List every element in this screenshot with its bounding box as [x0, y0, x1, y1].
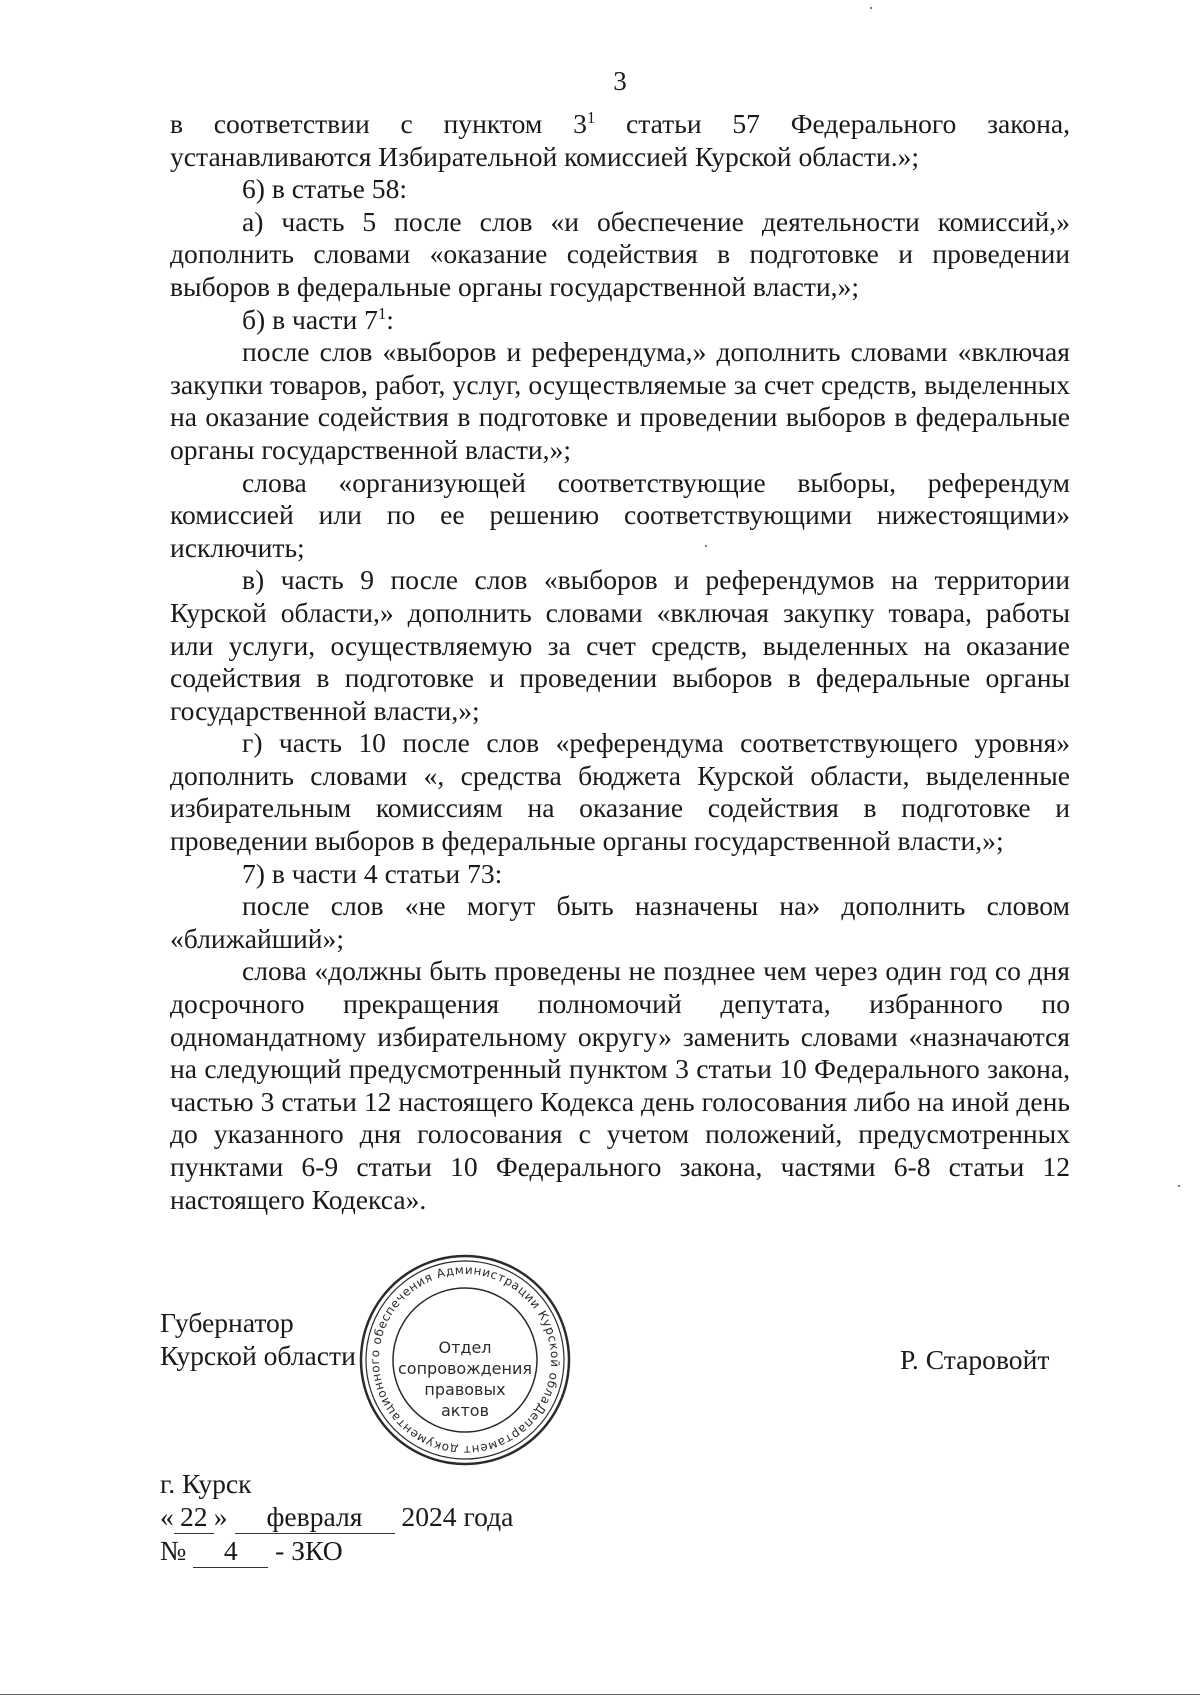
document-footer [160, 1467, 513, 1568]
paragraph-11 [170, 955, 1070, 1216]
scan-speck [870, 7, 872, 9]
stamp-ring-text: Департамент документационного обеспечения Администрации Курской области [367, 1262, 563, 1458]
number-suffix: - ЗКО [275, 1535, 343, 1566]
paragraph-7-text: в) часть 9 после слов «выборов и референдумов на территории Курской области,» дополнить словами «включая закупку товара, работы или услуги, осуществляемую за счет средств, выделенных на оказание содействия в подготовке и проведении выборов в федеральные органы государственной власти,»; [170, 564, 1070, 726]
date-year: 2024 года [401, 1501, 514, 1532]
paragraph-7 [170, 564, 1070, 727]
superscript-one: 1 [586, 107, 596, 127]
stamp-center-line-1: Отдел [438, 1338, 492, 1357]
stamp-center-line-3: правовых [424, 1380, 506, 1399]
paragraph-4-text: б) в части $7^1$: [242, 303, 394, 335]
number-prefix: № [160, 1535, 187, 1566]
quote-close: » [213, 1501, 228, 1532]
stamp-center-line-2: сопровождения [397, 1359, 533, 1378]
paragraph-3 [170, 206, 1070, 304]
city: г. Курск [160, 1468, 252, 1499]
signature-position [160, 1307, 356, 1372]
page-number: 3 [613, 66, 627, 96]
paragraph-1 [170, 108, 1070, 173]
paragraph-5-text: после слов «выборов и референдума,» дополнить словами «включая закупки товаров, работ, услуг, осуществляемые за счет средств, выделенных на оказание содействия в подготовке и проведении выборов в федеральные органы государственной власти,»; [170, 336, 1070, 465]
paragraph-3-text: а) часть 5 после слов «и обеспечение деятельности комиссий,» дополнить словами «оказание содействия в подготовке и проведении выборов в федеральные органы государственной власти,»; [170, 205, 1070, 302]
paragraph-2 [170, 173, 1070, 206]
paragraph-9 [170, 858, 1070, 891]
date-month: февраля [235, 1500, 395, 1534]
date-line [160, 1500, 513, 1534]
paragraph-4 [170, 304, 1070, 337]
stamp-center-line-4: актов [440, 1401, 490, 1420]
number-line [160, 1534, 513, 1568]
law-number: 4 [193, 1534, 268, 1568]
signature-position-line2: Курской области [160, 1339, 356, 1371]
paragraph-8 [170, 727, 1070, 857]
signature-position-line1: Губернатор [160, 1307, 294, 1338]
paragraph-8-text: г) часть 10 после слов «референдума соответствующего уровня» дополнить словами «, средства бюджета Курской области, выделенные избирательным комиссиям на оказание содействия в подготовке и проведении выборов в федеральные органы государственной власти,»; [170, 727, 1070, 857]
paragraph-6-text: слова «организующей соответствующие выборы, референдум комиссией или по ее решению соответствующими нижестоящими» исключить; [170, 466, 1070, 563]
official-stamp [355, 1250, 575, 1470]
paragraph-9-text: 7) в части 4 статьи 73: [242, 857, 503, 889]
quote-open: « [160, 1501, 174, 1532]
paragraph-10 [170, 890, 1070, 955]
signatory-name: Р. Старовойт [900, 1344, 1050, 1375]
scan-edge-line [0, 1694, 1200, 1695]
date-day: 22 [174, 1500, 214, 1534]
scan-speck [1178, 1185, 1180, 1187]
document-body [170, 108, 1070, 1216]
superscript-one: 1 [377, 303, 387, 323]
paragraph-10-text: после слов «не могут быть назначены на» дополнить словом «ближайший»; [170, 890, 1070, 954]
paragraph-1-text: в соответствии с пунктом $3^1$ статьи 57 Федерального закона, устанавливаются Избирательной комиссией Курской области.»; [170, 107, 1070, 172]
scan-speck [705, 545, 707, 547]
paragraph-5 [170, 336, 1070, 466]
paragraph-2-text: 6) в статье 58: [242, 173, 408, 205]
paragraph-6 [170, 467, 1070, 565]
paragraph-11-text: слова «должны быть проведены не позднее чем через один год со дня досрочного прекращения полномочий депутата, избранного по одномандатному избирательному округу» заменить словами «назначаются на следующий предусмотренный пунктом 3 статьи 10 Федерального закона, частью 3 статьи 12 настоящего Кодекса день голосования либо на иной день до указанного дня голосования с учетом положений, предусмотренных пунктами 6-9 статьи 10 Федерального закона, частями 6-8 статьи 12 настоящего Кодекса». [170, 955, 1070, 1215]
